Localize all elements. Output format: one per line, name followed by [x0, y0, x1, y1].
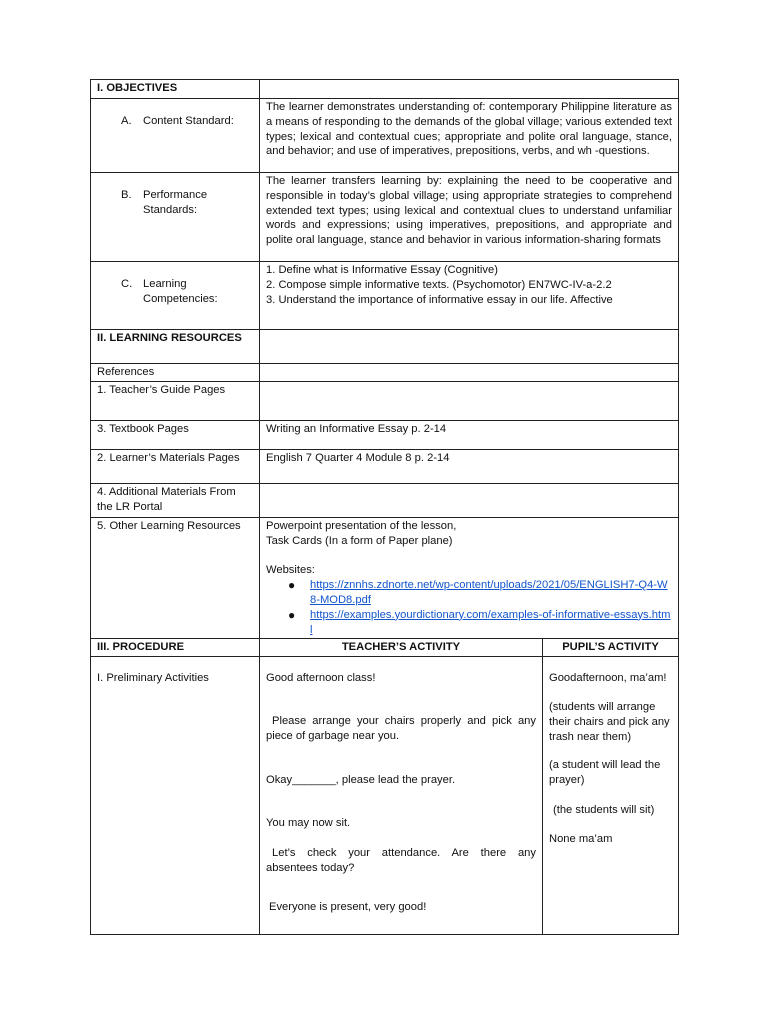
content-standard-letter: A. — [121, 115, 132, 127]
website-list — [266, 578, 672, 637]
pupil-activity-cell — [543, 657, 679, 935]
pupil-line: None ma’am — [549, 832, 613, 845]
other-resources-cell — [260, 518, 679, 639]
pupil-line: (a student will lead the prayer) — [549, 759, 661, 787]
competency-item: 2. Compose simple informative texts. (Psychomotor) EN7WC-IV-a-2.2 — [266, 278, 612, 291]
preliminary-activities-label: I. Preliminary Activities — [97, 672, 209, 685]
resources-heading: II. LEARNING RESOURCES — [91, 330, 260, 364]
learning-competencies-list — [260, 262, 679, 330]
other-resources-label: 5. Other Learning Resources — [91, 518, 260, 639]
website-item — [288, 607, 672, 638]
procedure-heading: III. PROCEDURE — [91, 639, 260, 657]
textbook-value: Writing an Informative Essay p. 2-14 — [260, 421, 679, 450]
other-resource-line: Task Cards (In a form of Paper plane) — [266, 534, 453, 547]
references-label: References — [91, 364, 260, 382]
teacher-activity-cell — [260, 657, 543, 935]
pupil-line: Goodafternoon, ma’am! — [549, 672, 667, 685]
learning-competencies-letter: C. — [121, 278, 133, 290]
teacher-line: Please arrange your chairs properly and pick any piece of garbage near you. — [266, 714, 536, 742]
bullet-icon: ● — [288, 578, 296, 593]
bullet-icon: ● — [288, 607, 296, 622]
teacher-line: Everyone is present, very good! — [269, 900, 427, 913]
website-item — [288, 578, 672, 608]
performance-standards-text: The learner transfers learning by: explaining the need to be cooperative and responsible in today’s global village; using appropriate strategies to comprehend extended text types; using lexical and contextual clues to understand unfamiliar words and expressions; using imperatives, prepositions, and appropriate and polite oral language, stance and behavior in various information-sharing formats — [260, 173, 679, 262]
performance-standards-label: Performance Standards: — [143, 189, 208, 216]
additional-materials-value — [260, 484, 679, 518]
textbook-label: 3. Textbook Pages — [91, 421, 260, 450]
preliminary-activities-cell — [91, 657, 260, 935]
learning-competencies-label-cell — [91, 262, 260, 330]
additional-materials-label: 4. Additional Materials From the LR Portal — [91, 484, 260, 518]
objectives-heading-empty — [260, 80, 679, 99]
content-standard-label-cell — [91, 99, 260, 173]
teachers-guide-value — [260, 382, 679, 421]
references-empty — [260, 364, 679, 382]
performance-standards-label-cell — [91, 173, 260, 262]
content-standard-label: Content Standard: — [143, 115, 234, 127]
competency-item: 3. Understand the importance of informative essay in our life. Affective — [266, 293, 613, 306]
teacher-line: Okay_______, please lead the prayer. — [266, 773, 456, 786]
websites-label: Websites: — [266, 564, 315, 577]
teacher-line: You may now sit. — [266, 817, 351, 830]
other-resource-line: Powerpoint presentation of the lesson, — [266, 520, 457, 532]
pupil-line: (students will arrange their chairs and pick any trash near them) — [549, 700, 670, 743]
competency-item: 1. Define what is Informative Essay (Cognitive) — [266, 264, 498, 276]
lesson-plan-table — [90, 79, 679, 935]
teachers-guide-label: 1. Teacher’s Guide Pages — [91, 382, 260, 421]
teacher-line: Let’s check your attendance. Are there any absentees today? — [266, 847, 536, 874]
resources-heading-empty — [260, 330, 679, 364]
content-standard-text: The learner demonstrates understanding of: contemporary Philippine literature as a means of responding to the demands of the global village; various extended text types; lexical and contextual cues; appropriate and polite oral language, stance, and behavior; and use of imperatives, prepositions, verbs, and wh -questions. — [260, 99, 679, 173]
objectives-heading: I. OBJECTIVES — [91, 80, 260, 99]
teacher-line: Good afternoon class! — [266, 672, 376, 685]
learning-competencies-label: Learning Competencies: — [143, 278, 218, 305]
website-link-yourdictionary[interactable]: https://examples.yourdictionary.com/examples-of-informative-essays.html — [310, 608, 671, 636]
website-link-znnhs[interactable]: https://znnhs.zdnorte.net/wp-content/uploads/2021/05/ENGLISH7-Q4-W8-MOD8.pdf — [310, 579, 668, 606]
learners-materials-value: English 7 Quarter 4 Module 8 p. 2-14 — [260, 450, 679, 484]
performance-standards-letter: B. — [121, 189, 132, 201]
teacher-activity-heading: TEACHER’S ACTIVITY — [260, 639, 543, 657]
learners-materials-label: 2. Learner’s Materials Pages — [91, 450, 260, 484]
pupil-line: (the students will sit) — [553, 803, 655, 816]
pupil-activity-heading: PUPIL’S ACTIVITY — [543, 639, 679, 657]
